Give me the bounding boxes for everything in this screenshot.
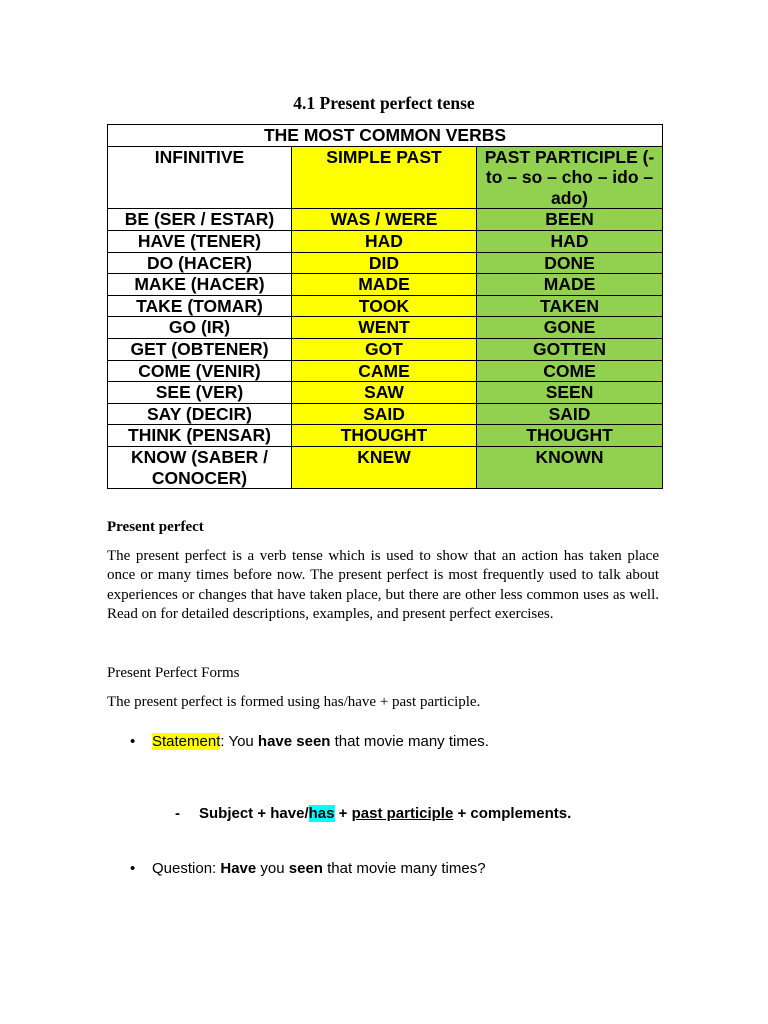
infinitive-cell: TAKE (TOMAR) xyxy=(108,295,292,317)
simple-past-cell: HAD xyxy=(292,230,477,252)
question-text xyxy=(152,860,486,877)
past-participle-cell: BEEN xyxy=(477,209,663,231)
question-bullet xyxy=(130,860,530,877)
simple-past-cell: GOT xyxy=(292,338,477,360)
formation-sentence: The present perfect is formed using has/have + past participle. xyxy=(107,694,481,710)
question-bold-seen: seen xyxy=(288,860,323,877)
formula-part1: Subject + have/ xyxy=(199,805,309,822)
simple-past-cell: TOOK xyxy=(292,295,477,317)
past-participle-cell: GONE xyxy=(477,317,663,339)
table-row xyxy=(108,382,663,404)
infinitive-cell: BE (SER / ESTAR) xyxy=(108,209,292,231)
table-row xyxy=(108,317,663,339)
infinitive-cell: GET (OBTENER) xyxy=(108,338,292,360)
table-row xyxy=(108,338,663,360)
formula-text xyxy=(199,805,571,822)
formula-line xyxy=(175,805,595,822)
dash-marker: - xyxy=(175,805,180,822)
simple-past-cell: WAS / WERE xyxy=(292,209,477,231)
infinitive-cell: COME (VENIR) xyxy=(108,360,292,382)
table-row xyxy=(108,446,663,488)
statement-tail: that movie many times. xyxy=(330,733,489,750)
table-row xyxy=(108,403,663,425)
verbs-table xyxy=(107,124,663,489)
formula-underlined: past participle xyxy=(351,805,454,822)
past-participle-cell: MADE xyxy=(477,274,663,296)
question-lead: Question: xyxy=(152,860,221,877)
table-row xyxy=(108,425,663,447)
statement-bullet xyxy=(130,733,530,750)
table-caption-row xyxy=(108,125,663,147)
past-participle-cell: THOUGHT xyxy=(477,425,663,447)
simple-past-cell: WENT xyxy=(292,317,477,339)
past-participle-cell: SEEN xyxy=(477,382,663,404)
past-participle-cell: TAKEN xyxy=(477,295,663,317)
formula-part3: + complements. xyxy=(453,805,572,822)
past-participle-cell: HAD xyxy=(477,230,663,252)
table-row xyxy=(108,360,663,382)
infinitive-cell: HAVE (TENER) xyxy=(108,230,292,252)
infinitive-cell: KNOW (SABER / CONOCER) xyxy=(108,446,292,488)
page-title: 4.1 Present perfect tense xyxy=(293,93,475,113)
past-participle-cell: KNOWN xyxy=(477,446,663,488)
bullet-icon: • xyxy=(130,860,136,877)
simple-past-cell: DID xyxy=(292,252,477,274)
simple-past-cell: MADE xyxy=(292,274,477,296)
question-tail: that movie many times? xyxy=(322,860,486,877)
table-row xyxy=(108,295,663,317)
section-paragraph: The present perfect is a verb tense which is used to show that an action has taken place once or many times before now. The present perfect is most frequently used to talk about experiences or changes that have taken place, but there are other less common uses as well. Read on for detailed descriptions, examples, and present perfect exercises. xyxy=(107,548,659,622)
table-header-row xyxy=(108,146,663,209)
table-row xyxy=(108,209,663,231)
section-heading: Present perfect xyxy=(107,519,204,535)
infinitive-cell: GO (IR) xyxy=(108,317,292,339)
forms-heading: Present Perfect Forms xyxy=(107,665,240,681)
statement-text xyxy=(152,733,489,750)
header-past-participle: PAST PARTICIPLE (-to – so – cho – ido – ado) xyxy=(477,146,663,209)
formula-highlight: has xyxy=(308,805,335,822)
formula-part2: + xyxy=(334,805,352,822)
question-bold-have: Have xyxy=(220,860,257,877)
infinitive-cell: MAKE (HACER) xyxy=(108,274,292,296)
simple-past-cell: KNEW xyxy=(292,446,477,488)
table-row xyxy=(108,230,663,252)
simple-past-cell: SAW xyxy=(292,382,477,404)
infinitive-cell: SEE (VER) xyxy=(108,382,292,404)
infinitive-cell: THINK (PENSAR) xyxy=(108,425,292,447)
table-caption: THE MOST COMMON VERBS xyxy=(108,125,663,147)
statement-emphasis: have seen xyxy=(257,733,331,750)
table-row xyxy=(108,274,663,296)
infinitive-cell: DO (HACER) xyxy=(108,252,292,274)
past-participle-cell: DONE xyxy=(477,252,663,274)
infinitive-cell: SAY (DECIR) xyxy=(108,403,292,425)
question-mid: you xyxy=(256,860,289,877)
past-participle-cell: SAID xyxy=(477,403,663,425)
table-row xyxy=(108,252,663,274)
bullet-icon: • xyxy=(130,733,136,750)
simple-past-cell: CAME xyxy=(292,360,477,382)
simple-past-cell: THOUGHT xyxy=(292,425,477,447)
header-infinitive: INFINITIVE xyxy=(108,146,292,209)
statement-label: Statement xyxy=(152,733,221,750)
statement-lead: : You xyxy=(220,733,258,750)
header-simple-past: SIMPLE PAST xyxy=(292,146,477,209)
past-participle-cell: GOTTEN xyxy=(477,338,663,360)
past-participle-cell: COME xyxy=(477,360,663,382)
simple-past-cell: SAID xyxy=(292,403,477,425)
